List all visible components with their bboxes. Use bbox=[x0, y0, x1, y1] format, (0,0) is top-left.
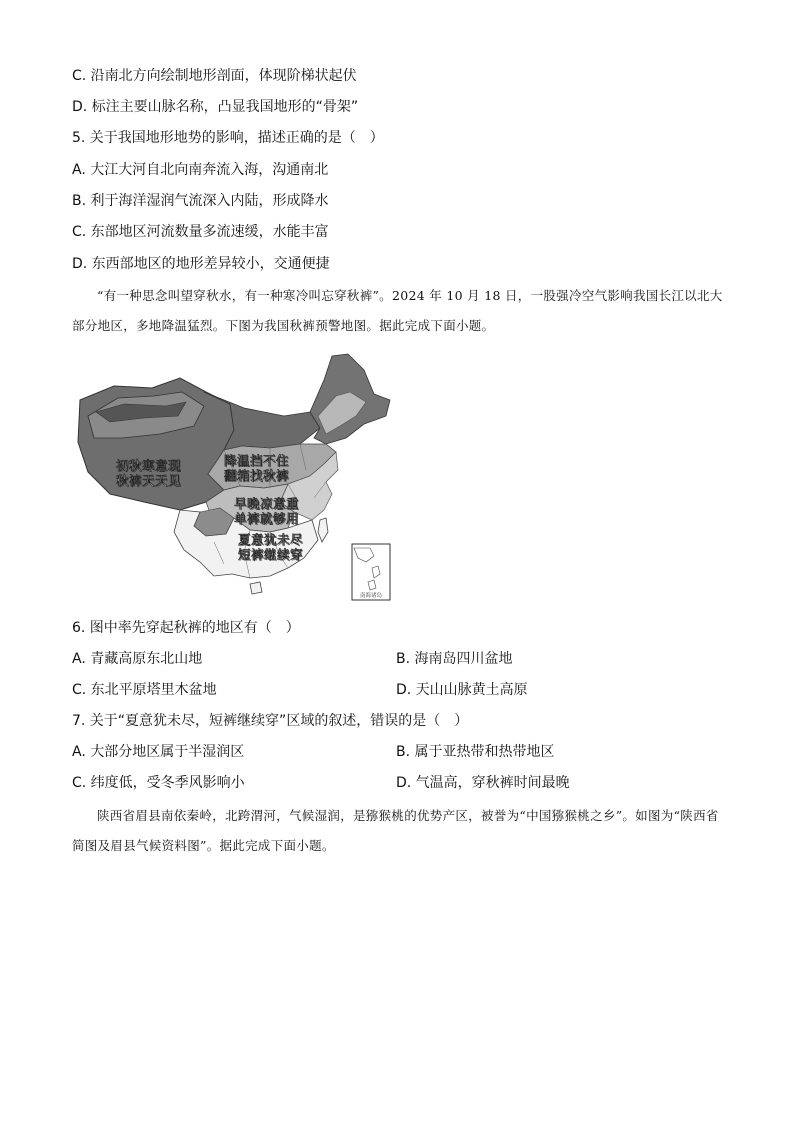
q5-option-c: C. 东部地区河流数量多流速缓，水能丰富 bbox=[72, 224, 329, 240]
zone-label-central bbox=[234, 496, 299, 526]
zone-label-south bbox=[238, 532, 303, 562]
zone-label-south-line2: 短裤继续穿 bbox=[238, 547, 304, 562]
zone-label-central-line2: 单裤就够用 bbox=[234, 511, 300, 526]
autumn-pants-warning-map bbox=[74, 352, 394, 604]
zone-label-central-line1: 早晚凉意重 bbox=[234, 496, 300, 511]
passage-autumn-pants: “有一种思念叫望穿秋水，有一种寒冷叫忘穿秋裤”。2024 年 10 月 18 日，一股强冷空气影响我国长江以北大部分地区，多地降温猛烈。下图为我国秋裤预警地图。据此完成下面小题。 bbox=[72, 288, 723, 333]
zone-label-north-line2: 翻箱找秋裤 bbox=[224, 468, 290, 483]
zone-label-north bbox=[224, 453, 289, 483]
south-china-sea-inset bbox=[352, 544, 390, 600]
q7-stem: 7. 关于“夏意犹未尽，短裤继续穿”区域的叙述，错误的是（ ） bbox=[72, 713, 469, 729]
q4-option-d: D. 标注主要山脉名称，凸显我国地形的“骨架” bbox=[72, 99, 359, 115]
zone-label-north-line1: 降温挡不住 bbox=[224, 453, 290, 468]
map-taiwan bbox=[318, 518, 328, 542]
q4-option-c: C. 沿南北方向绘制地形剖面，体现阶梯状起伏 bbox=[72, 68, 357, 84]
q6-option-b: B. 海南岛四川盆地 bbox=[396, 651, 513, 667]
q5-option-a: A. 大江大河自北向南奔流入海，沟通南北 bbox=[72, 162, 329, 178]
zone-label-west bbox=[116, 458, 181, 488]
q6-option-d: D. 天山山脉黄土高原 bbox=[396, 682, 528, 698]
q7-option-a: A. 大部分地区属于半湿润区 bbox=[72, 744, 245, 760]
zone-label-south-line1: 夏意犹未尽 bbox=[238, 532, 304, 547]
zone-label-west-line1: 初秋寒意现 bbox=[116, 458, 182, 473]
q6-option-c: C. 东北平原塔里木盆地 bbox=[72, 682, 217, 698]
passage-kiwifruit: 陕西省眉县南依秦岭，北跨渭河，气候湿润，是猕猴桃的优势产区，被誉为“中国猕猴桃之乡”。如图为“陕西省简图及眉县气候资料图”。据此完成下面小题。 bbox=[72, 808, 719, 853]
q7-option-d: D. 气温高，穿秋裤时间最晚 bbox=[396, 775, 570, 791]
q7-option-b: B. 属于亚热带和热带地区 bbox=[396, 744, 555, 760]
q6-stem: 6. 图中率先穿起秋裤的地区有（ ） bbox=[72, 620, 300, 636]
q5-option-d: D. 东西部地区的地形差异较小，交通便捷 bbox=[72, 256, 330, 272]
q5-stem: 5. 关于我国地形地势的影响，描述正确的是（ ） bbox=[72, 130, 384, 146]
q5-option-b: B. 利于海洋湿润气流深入内陆，形成降水 bbox=[72, 193, 329, 209]
zone-label-west-line2: 秋裤天天见 bbox=[116, 473, 182, 488]
q6-option-a: A. 青藏高原东北山地 bbox=[72, 651, 203, 667]
inset-label: 南海诸岛 bbox=[359, 593, 383, 599]
q7-option-c: C. 纬度低，受冬季风影响小 bbox=[72, 775, 245, 791]
map-hainan bbox=[250, 582, 262, 594]
